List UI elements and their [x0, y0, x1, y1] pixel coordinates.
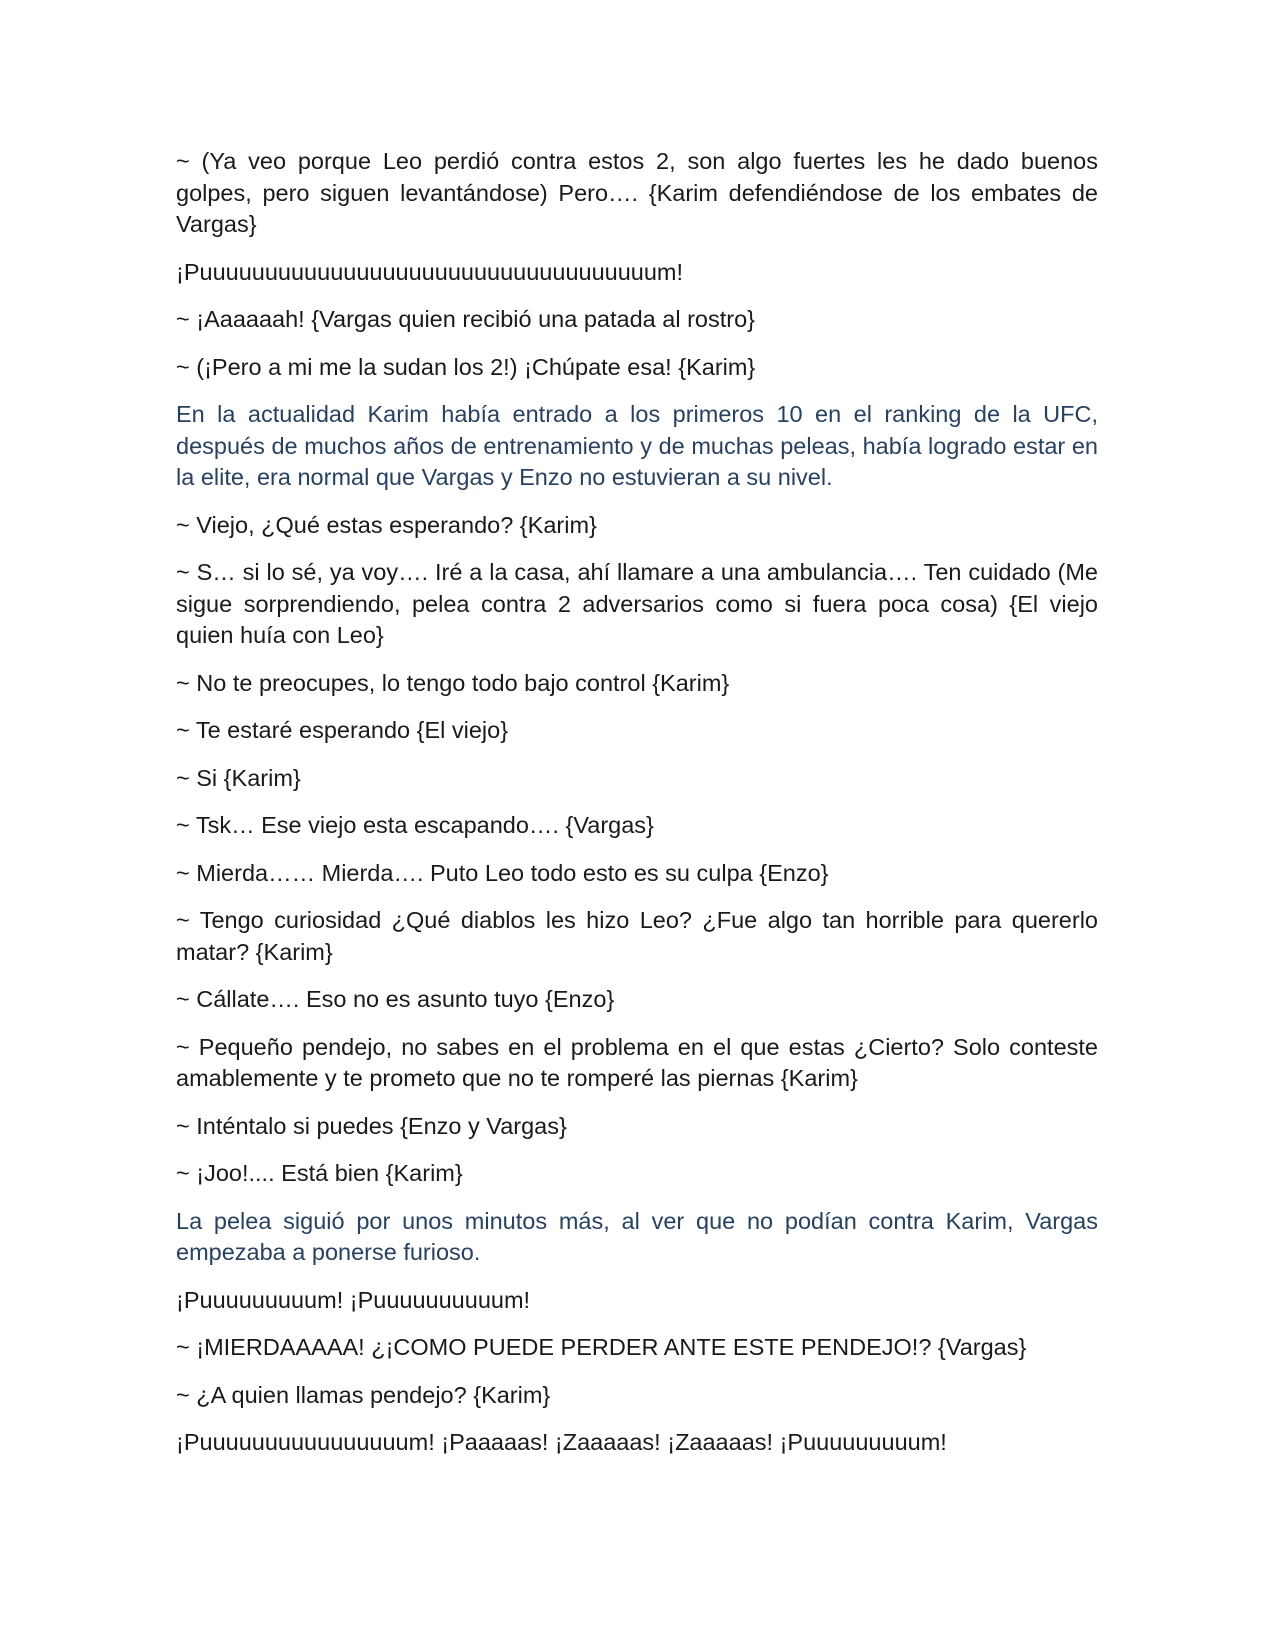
dialogue-paragraph: ~ S… si lo sé, ya voy…. Iré a la casa, ahí llamare a una ambulancia…. Ten cuidado (Me sigue sorprendiendo, pelea contra 2 adversarios como si fuera poca cosa) {El viejo quien huía con Leo}: [176, 559, 1098, 648]
dialogue-paragraph: ~ No te preocupes, lo tengo todo bajo control {Karim}: [176, 669, 730, 696]
narration-paragraph: En la actualidad Karim había entrado a los primeros 10 en el ranking de la UFC, después de muchos años de entrenamiento y de muchas peleas, había logrado estar en la elite, era normal que Vargas y Enzo no estuvieran a su nivel.: [176, 401, 1098, 490]
dialogue-paragraph: ~ Tengo curiosidad ¿Qué diablos les hizo Leo? ¿Fue algo tan horrible para quererlo matar? {Karim}: [176, 907, 1098, 965]
sound-effect-paragraph: ¡Puuuuuuuuuuuuuuuuuuuuuuuuuuuuuuuuuuum!: [176, 258, 684, 285]
dialogue-paragraph: ~ ¡Joo!.... Está bien {Karim}: [176, 1160, 463, 1186]
dialogue-paragraph: ~ Cállate…. Eso no es asunto tuyo {Enzo}: [176, 986, 615, 1012]
dialogue-paragraph: ~ Si {Karim}: [176, 764, 301, 791]
sound-effect-paragraph: ¡Puuuuuuuuuuuuuuuum! ¡Paaaaas! ¡Zaaaaas! ¡Zaaaaas! ¡Puuuuuuuuum!: [176, 1429, 947, 1455]
dialogue-paragraph: ~ ¡MIERDAAAAA! ¿¡COMO PUEDE PERDER ANTE ESTE PENDEJO!? {Vargas}: [176, 1334, 1027, 1360]
dialogue-paragraph: ~ Viejo, ¿Qué estas esperando? {Karim}: [176, 511, 597, 538]
dialogue-paragraph: ~ Tsk… Ese viejo esta escapando…. {Vargas}: [176, 812, 654, 838]
narration-paragraph: La pelea siguió por unos minutos más, al ver que no podían contra Karim, Vargas empezaba a ponerse furioso.: [176, 1207, 1098, 1265]
document-page: [176, 146, 1098, 1475]
dialogue-paragraph: ~ ¿A quien llamas pendejo? {Karim}: [176, 1381, 551, 1408]
dialogue-paragraph: ~ (Ya veo porque Leo perdió contra estos 2, son algo fuertes les he dado buenos golpes, pero siguen levantándose) Pero…. {Karim defendiéndose de los embates de Vargas}: [176, 148, 1098, 237]
dialogue-paragraph: ~ Te estaré esperando {El viejo}: [176, 717, 509, 743]
dialogue-paragraph: ~ (¡Pero a mi me la sudan los 2!) ¡Chúpate esa! {Karim}: [176, 353, 756, 380]
dialogue-paragraph: ~ Mierda…… Mierda…. Puto Leo todo esto es su culpa {Enzo}: [176, 859, 829, 886]
sound-effect-paragraph: ¡Puuuuuuuuum! ¡Puuuuuuuuuum!: [176, 1286, 531, 1313]
dialogue-paragraph: ~ ¡Aaaaaah! {Vargas quien recibió una patada al rostro}: [176, 306, 755, 332]
dialogue-paragraph: ~ Pequeño pendejo, no sabes en el problema en el que estas ¿Cierto? Solo conteste amablemente y te prometo que no te romperé las piernas {Karim}: [176, 1033, 1098, 1091]
dialogue-paragraph: ~ Inténtalo si puedes {Enzo y Vargas}: [176, 1112, 567, 1139]
